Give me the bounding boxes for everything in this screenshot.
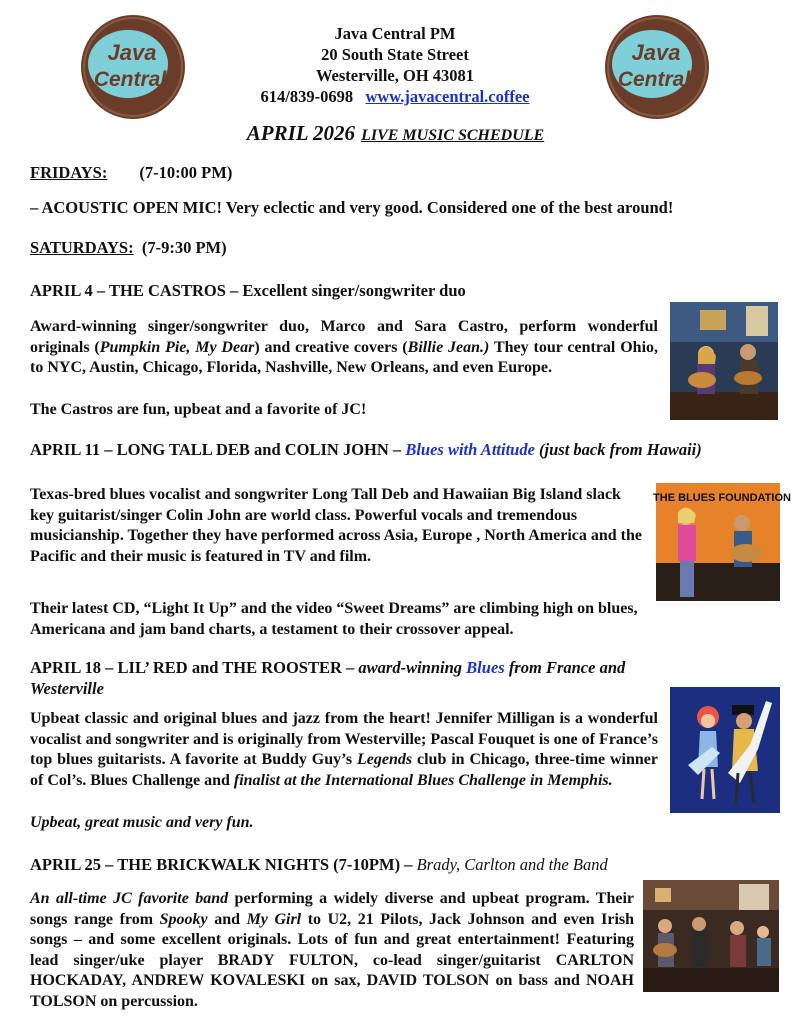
- desc-italic: An all-time JC favorite band: [30, 890, 229, 907]
- photo-sign-text: THE BLUES FOUNDATION: [653, 492, 791, 504]
- desc-text: and: [207, 910, 247, 928]
- saturdays-heading: [30, 238, 227, 258]
- desc-text: ) and creative covers (: [254, 338, 408, 356]
- heading-text: APRIL 25 – THE BRICKWALK NIGHTS (7-10PM) –: [30, 855, 417, 874]
- desc-italic: Legends: [357, 751, 413, 769]
- fridays-description: – ACOUSTIC OPEN MIC! Very eclectic and very good. Considered one of the best around!: [30, 198, 674, 217]
- desc-text: performing a widely diverse and upbeat program. Their songs range from: [30, 890, 634, 928]
- fridays-time: (7-10:00 PM): [139, 163, 233, 182]
- java-central-logo-right: [604, 14, 710, 120]
- event-tagline-april-4: The Castros are fun, upbeat and a favorite of JC!: [30, 401, 367, 418]
- desc-text: Upbeat classic and original blues and jazz from the heart! Jennifer Milligan is a wonderful vocalist and songwriter and is originally from Westerville; Pascal Fouquet is one of France’s top blues guitarists. A favorite at Buddy Guy’s: [30, 710, 658, 769]
- desc-italic: Billie Jean.): [407, 338, 490, 356]
- title-month: APRIL 2026: [246, 121, 356, 145]
- event-description-april-11: Texas-bred blues vocalist and songwriter Long Tall Deb and Hawaiian Big Island slack key guitarist/singer Colin John are world class. Powerful vocals and tremendous musicianship. Together they have performed across Asia, Europe , North America and the Pacific and their music is featured in TV and film.: [30, 486, 643, 565]
- lil-red-rooster-illustration: [670, 687, 780, 813]
- logo-text-line2: Central: [93, 68, 167, 91]
- desc-italic: Spooky: [159, 910, 208, 928]
- event-heading-april-4: APRIL 4 – THE CASTROS – Excellent singer/songwriter duo: [30, 281, 466, 300]
- saturdays-time: (7-9:30 PM): [141, 238, 227, 257]
- logo-text-line1: Java: [107, 40, 157, 65]
- venue-name: Java Central PM: [334, 24, 456, 43]
- heading-genre: Blues with Attitude: [405, 440, 535, 459]
- venue-city: Westerville, OH 43081: [315, 66, 475, 85]
- desc-text: to U2, 21 Pilots, Jack Johnson and even Irish songs – and some excellent originals. Lots of fun and great entertainment! Featuring lead singer/uke player BRADY FULTON, co-lead singer/guitarist CARLTON HOCKADAY, ANDREW KOVALESKI on sax, DAVID TOLSON on bass and NOAH TOLSON on percussion.: [30, 910, 635, 1010]
- heading-text: APRIL 11 – LONG TALL DEB and COLIN JOHN –: [30, 440, 406, 459]
- java-central-logo-left: [80, 14, 186, 120]
- page-title: [0, 121, 791, 146]
- heading-italic: award-winning: [358, 658, 467, 677]
- heading-text: APRIL 18 – LIL’ RED and THE ROOSTER –: [30, 658, 359, 677]
- event-heading-april-18: [30, 658, 670, 699]
- venue-address: 20 South State Street: [321, 45, 469, 64]
- venue-phone: 614/839-0698: [260, 87, 354, 106]
- event-heading-april-25: [30, 855, 608, 875]
- event-heading-april-11: [30, 440, 750, 461]
- castros-photo: [670, 302, 778, 420]
- saturdays-label: SATURDAYS:: [30, 238, 134, 257]
- desc-text: They tour central Ohio, to NYC, Austin, Chicago, Florida, Nashville, New Orleans, and even Europe.: [30, 338, 659, 377]
- event-description-april-18: [30, 709, 658, 791]
- fridays-label: FRIDAYS:: [30, 163, 108, 182]
- venue-header: [190, 23, 600, 107]
- event-album-april-11: Their latest CD, “Light It Up” and the video “Sweet Dreams” are climbing high on blues, Americana and jam band charts, a testament to their crossover appeal.: [30, 600, 638, 638]
- event-tagline-april-18: Upbeat, great music and very fun.: [30, 814, 254, 831]
- heading-italic: from France and Westerville: [30, 658, 626, 698]
- desc-text: Award-winning singer/songwriter duo, Marco and Sara Castro, perform wonderful originals (: [30, 318, 658, 356]
- event-description-april-4: [30, 317, 658, 379]
- website-link[interactable]: www.javacentral.coffee: [365, 87, 530, 106]
- heading-genre: Blues: [466, 658, 505, 677]
- logo-text-line2: Central: [617, 68, 691, 91]
- desc-italic: finalist at the International Blues Challenge in Memphis.: [233, 771, 613, 789]
- logo-text-line1: Java: [631, 40, 681, 65]
- title-subtitle: LIVE MUSIC SCHEDULE: [361, 127, 545, 144]
- desc-italic: My Girl: [246, 910, 302, 928]
- venue-contact: [190, 86, 600, 107]
- event-description-april-25: [30, 889, 634, 1013]
- heading-italic: Brady, Carlton and the Band: [416, 855, 608, 874]
- heading-note: (just back from Hawaii): [534, 440, 702, 459]
- desc-text: club in Chicago, three-time winner of Col’s. Blues Challenge and: [30, 751, 659, 789]
- desc-italic: Pumpkin Pie, My Dear: [99, 338, 255, 356]
- brickwalk-nights-photo: [643, 880, 779, 992]
- long-tall-deb-photo: [653, 483, 791, 601]
- fridays-heading: [30, 163, 232, 183]
